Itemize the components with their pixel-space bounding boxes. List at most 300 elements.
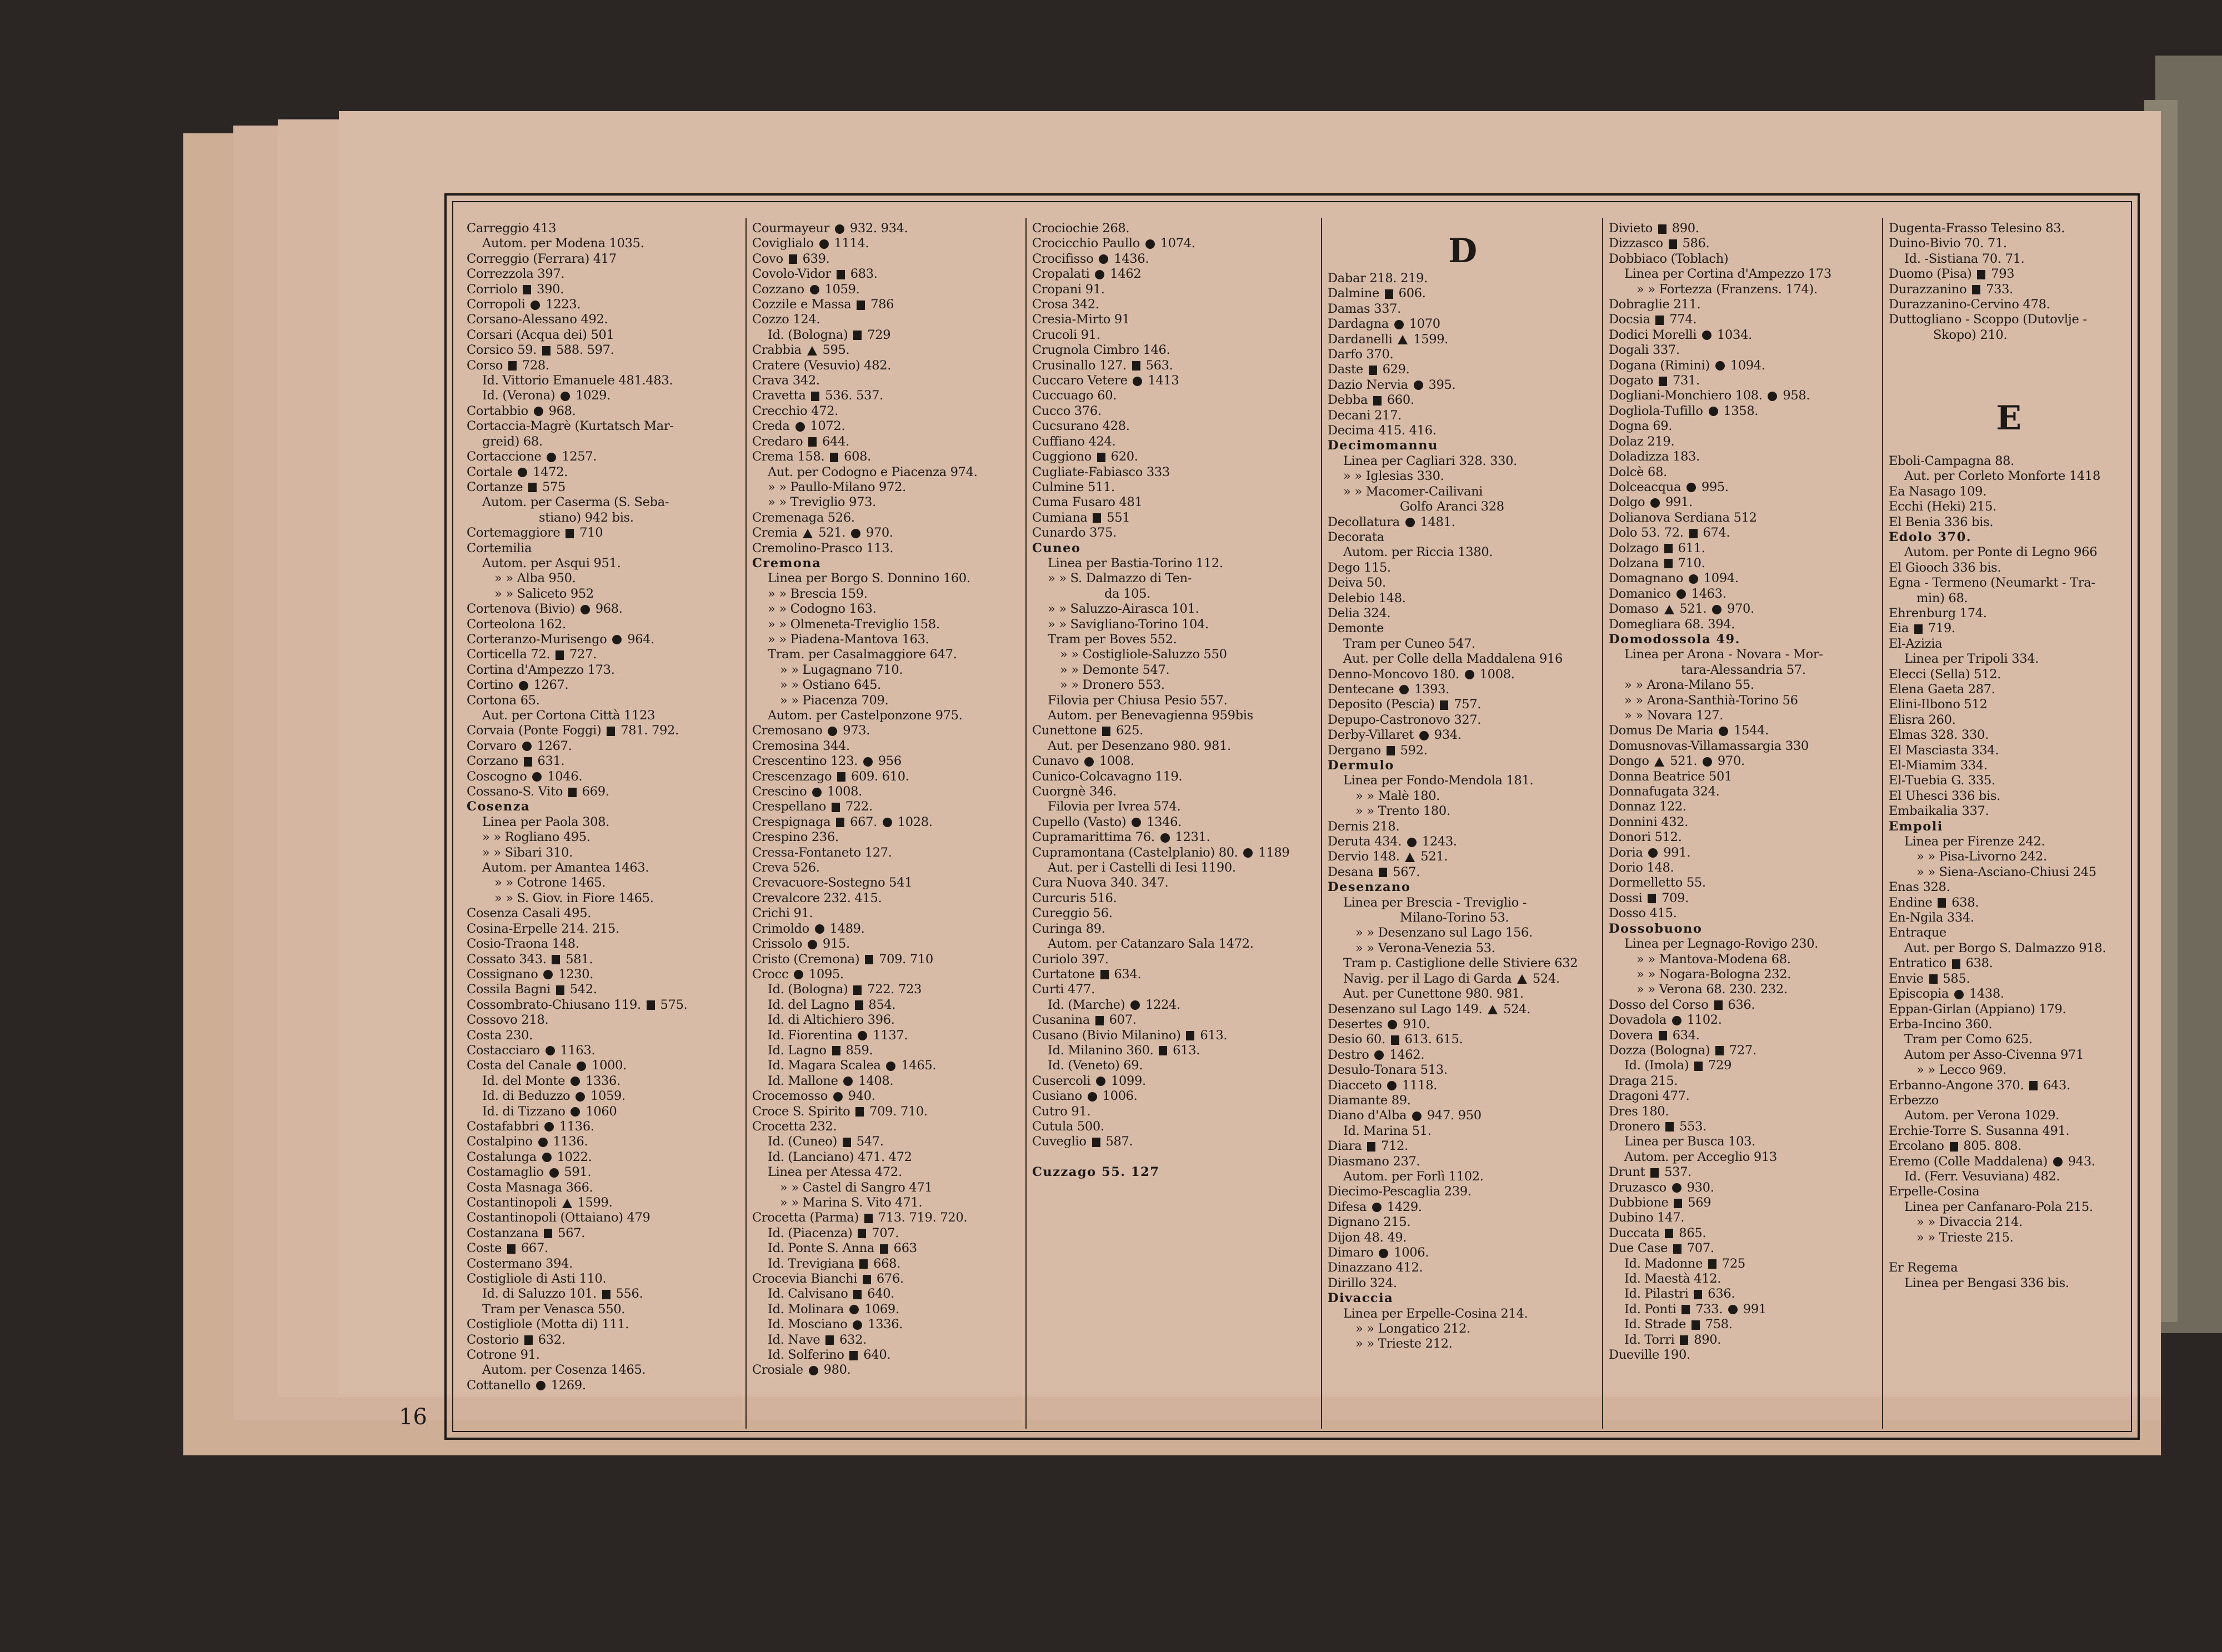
index-entry: Id. Maestà 412.	[1624, 1271, 1721, 1286]
index-entry: Linea per Erpelle-Cosina 214.	[1343, 1306, 1528, 1321]
bus-icon	[1686, 483, 1696, 492]
index-entry: Crocemosso 940.	[752, 1089, 875, 1104]
index-entry: » » Pisa-Livorno 242.	[1916, 849, 2047, 864]
tram-icon	[556, 985, 564, 995]
boat-icon	[562, 1199, 572, 1208]
index-entry: » » Novara 127.	[1624, 708, 1724, 723]
index-entry: Cuggiono 620.	[1032, 449, 1138, 464]
index-entry: Crevalcore 232. 415.	[752, 890, 882, 905]
index-entry: Linea per Brescia - Treviglio -	[1343, 895, 1527, 910]
index-heading: Cuneo	[1032, 540, 1081, 555]
index-entry: Autom. per Cosenza 1465.	[482, 1363, 646, 1378]
index-entry: Cortabbio 968.	[467, 403, 576, 418]
index-entry: Crecchio 472.	[752, 403, 839, 418]
index-entry: Desio 60. 613. 615.	[1328, 1032, 1463, 1047]
bus-icon	[1728, 1305, 1738, 1314]
tram-icon	[1648, 894, 1656, 903]
index-entry: Crava 342.	[752, 373, 820, 388]
index-entry: Cropalati 1462	[1032, 267, 1142, 282]
index-column-3	[1032, 221, 1317, 1426]
index-entry: Correzzola 397.	[467, 267, 565, 282]
index-entry: Destro 1462.	[1328, 1047, 1425, 1062]
tram-icon	[1929, 974, 1938, 984]
index-entry: Corriolo 390.	[467, 282, 564, 297]
index-entry: Corsico 59. 588. 597.	[467, 343, 614, 358]
index-entry: Diasmano 237.	[1328, 1154, 1420, 1169]
index-entry: Id. (Veneto) 69.	[1048, 1058, 1143, 1073]
tram-icon	[1391, 1035, 1399, 1045]
index-entry: Linea per Tripoli 334.	[1904, 652, 2039, 667]
index-entry: » » Divaccia 214.	[1916, 1215, 2023, 1230]
index-entry: Costigliole (Motta di) 111.	[467, 1317, 629, 1332]
index-entry: Filovia per Chiusa Pesio 557.	[1048, 693, 1228, 708]
index-entry: Id. Lagno 859.	[768, 1043, 873, 1058]
blank-line	[1889, 358, 2129, 373]
index-entry: Crescenzago 609. 610.	[752, 769, 909, 784]
tram-icon	[853, 331, 862, 340]
bus-icon	[1160, 833, 1170, 843]
boat-icon	[1398, 335, 1408, 344]
index-entry: Dirillo 324.	[1328, 1275, 1397, 1290]
column-divider	[1602, 218, 1603, 1429]
index-entry: Duino-Bivio 70. 71.	[1889, 236, 2007, 251]
index-entry: Id. di Tizzano 1060	[482, 1104, 617, 1119]
index-entry: Aut. per i Castelli di Iesi 1190.	[1048, 860, 1236, 875]
index-entry: Diecimo-Pescaglia 239.	[1328, 1184, 1472, 1199]
index-entry: Duomo (Pisa) 793	[1889, 267, 2015, 282]
index-entry: Id. Magara Scalea 1465.	[768, 1058, 937, 1073]
tram-icon	[1655, 316, 1664, 325]
bus-icon	[1407, 838, 1417, 847]
index-entry: » » S. Dalmazzo di Ten-	[1048, 571, 1192, 586]
bus-icon	[1648, 848, 1658, 858]
index-entry: Dalmine 606.	[1328, 286, 1426, 301]
index-entry: Id. Torri 890.	[1624, 1332, 1721, 1347]
index-entry: Cortenova (Bivio) 968.	[467, 602, 623, 617]
index-entry: Dubbione 569	[1609, 1195, 1711, 1210]
index-entry: » » Ostiano 645.	[780, 678, 881, 693]
index-entry: Costa del Canale 1000.	[467, 1058, 627, 1073]
tram-icon	[1708, 1259, 1716, 1269]
index-entry: Episcopia 1438.	[1889, 987, 2004, 1002]
index-entry: Elecci (Sella) 512.	[1889, 667, 2001, 682]
bus-icon	[560, 392, 570, 401]
tram-icon	[1938, 898, 1946, 908]
index-entry: » » Castel di Sangro 471	[780, 1180, 933, 1195]
index-entry: » » Arona-Santhià-Torino 56	[1624, 693, 1798, 708]
index-entry: » » Piacenza 709.	[780, 693, 889, 708]
tram-icon	[857, 301, 865, 310]
bus-icon	[849, 1305, 859, 1314]
tram-icon	[1665, 1229, 1673, 1238]
section-letter: D	[1448, 232, 1477, 271]
index-entry: Crocc 1095.	[752, 967, 844, 982]
bus-icon	[1095, 270, 1104, 279]
tram-icon	[542, 346, 551, 356]
blank-line	[1889, 343, 2129, 358]
index-entry: Cusercoli 1099.	[1032, 1073, 1146, 1088]
index-heading: Domodossola 49.	[1609, 632, 1741, 647]
index-entry: Dossi 709.	[1609, 890, 1689, 905]
bus-icon	[1243, 848, 1253, 858]
index-entry: Decorata	[1328, 529, 1384, 544]
tram-icon	[1689, 529, 1698, 538]
tram-icon	[864, 1214, 873, 1223]
tram-icon	[1092, 1138, 1100, 1147]
index-entry: Cortanze 575	[467, 479, 566, 494]
index-entry: Linea per Cortina d'Ampezzo 173	[1624, 267, 1831, 282]
index-entry: Cressa-Fontaneto 127.	[752, 845, 892, 860]
index-entry: Autom. per Ponte di Legno 966	[1904, 545, 2098, 560]
index-entry: Covo 639.	[752, 251, 830, 266]
index-entry: Crosiale 980.	[752, 1363, 851, 1378]
index-entry: Crociochie 268.	[1032, 221, 1130, 236]
index-entry: Dolzana 710.	[1609, 555, 1705, 570]
index-entry: Dolo 53. 72. 674.	[1609, 525, 1730, 540]
index-entry: Dizzasco 586.	[1609, 236, 1710, 251]
index-entry: Autom. per Asqui 951.	[482, 555, 621, 570]
index-entry: Id. di Saluzzo 101. 556.	[482, 1286, 643, 1301]
index-entry: » » Arona-Milano 55.	[1624, 678, 1754, 693]
index-entry: Crosa 342.	[1032, 297, 1099, 312]
bus-icon	[1387, 1081, 1397, 1090]
index-entry: Id. Milanino 360. 613.	[1048, 1043, 1200, 1058]
tram-icon	[789, 254, 797, 264]
tram-icon	[837, 270, 845, 279]
index-entry: Cozzo 124.	[752, 312, 820, 327]
index-entry: Correggio (Ferrara) 417	[467, 251, 617, 266]
index-entry: » » Siena-Asciano-Chiusi 245	[1916, 864, 2096, 879]
index-entry: Er Regema	[1889, 1260, 1958, 1275]
index-entry: Curti 477.	[1032, 982, 1095, 997]
index-entry: Corticella 72. 727.	[467, 647, 597, 662]
index-entry: Id. Trevigiana 668.	[768, 1256, 901, 1271]
index-entry: Ercolano 805. 808.	[1889, 1139, 2022, 1154]
boat-icon	[803, 529, 813, 538]
index-entry: Cossombrato-Chiusano 119. 575.	[467, 997, 688, 1012]
bus-icon	[863, 757, 873, 767]
index-entry: Dego 115.	[1328, 560, 1391, 575]
index-entry: Id. (Marche) 1224.	[1048, 997, 1180, 1012]
index-entry: Cortina d'Ampezzo 173.	[467, 662, 615, 677]
index-entry: Aut. per Desenzano 980. 981.	[1048, 738, 1231, 753]
index-entry: Autom. per Catanzaro Sala 1472.	[1048, 937, 1254, 952]
index-entry: tara-Alessandria 57.	[1681, 662, 1806, 677]
index-entry: Ea Nasago 109.	[1889, 484, 1987, 499]
index-entry: Linea per Borgo S. Donnino 160.	[768, 571, 970, 586]
bus-icon	[570, 1107, 580, 1117]
index-entry: Crespellano 722.	[752, 799, 873, 814]
index-entry: Creda 1072.	[752, 419, 845, 434]
bus-icon	[835, 224, 844, 234]
tram-icon	[523, 285, 531, 294]
tram-icon	[1972, 285, 1980, 294]
index-entry: Domanico 1463.	[1609, 586, 1726, 601]
index-entry: Elena Gaeta 287.	[1889, 682, 1995, 697]
index-entry: Dronero 553.	[1609, 1119, 1707, 1134]
bus-icon	[1088, 1092, 1097, 1102]
index-heading: Edolo 370.	[1889, 529, 1972, 544]
bus-icon	[518, 468, 527, 477]
index-column-4	[1328, 221, 1598, 1426]
index-entry: Id. di Altichiero 396.	[768, 1013, 895, 1028]
index-entry: Id. Mallone 1408.	[768, 1073, 894, 1088]
index-entry: Daste 629.	[1328, 362, 1410, 377]
index-entry: » » Lecco 969.	[1916, 1063, 2006, 1078]
bus-icon	[1672, 1183, 1681, 1193]
index-entry: Cortale 1472.	[467, 464, 568, 479]
index-entry: » » Costigliole-Saluzzo 550	[1060, 647, 1227, 662]
index-entry: Donnaz 122.	[1609, 799, 1686, 814]
tram-icon	[1914, 624, 1923, 634]
tram-icon	[508, 361, 517, 371]
index-entry: Cuorgnè 346.	[1032, 784, 1117, 799]
index-entry: Durazzanino-Cervino 478.	[1889, 297, 2050, 312]
index-entry: Crugnola Cimbro 146.	[1032, 343, 1170, 358]
index-entry: Desana 567.	[1328, 864, 1420, 879]
index-entry: Dabar 218. 219.	[1328, 271, 1428, 286]
index-entry: Id. (Bologna) 729	[768, 327, 891, 342]
index-entry: Enas 328.	[1889, 880, 1950, 895]
index-entry: Coscogno 1046.	[467, 769, 583, 784]
index-heading: Divaccia	[1328, 1291, 1394, 1306]
index-entry: Dardagna 1070	[1328, 317, 1440, 332]
tram-icon	[855, 1000, 863, 1010]
index-entry: Corsari (Acqua dei) 501	[467, 327, 614, 342]
index-entry: Culmine 511.	[1032, 479, 1115, 494]
index-entry: Ecchi (Heki) 215.	[1889, 499, 1996, 514]
index-entry: Dugenta-Frasso Telesino 83.	[1889, 221, 2065, 236]
index-entry: Autom. per Forlì 1102.	[1343, 1169, 1484, 1184]
index-entry: Dolgo 991.	[1609, 495, 1693, 510]
bus-icon	[1712, 605, 1721, 614]
blank-line	[1889, 373, 2129, 388]
index-entry: Cortino 1267.	[467, 678, 569, 693]
index-entry: Cura Nuova 340. 347.	[1032, 875, 1169, 890]
index-entry: Crocetta 232.	[752, 1119, 837, 1134]
bus-icon	[1394, 320, 1404, 329]
index-entry: Linea per Bengasi 336 bis.	[1904, 1275, 2069, 1290]
index-entry: Cuveglio 587.	[1032, 1134, 1133, 1149]
index-entry: Crucoli 91.	[1032, 327, 1100, 342]
index-entry: » » Piadena-Mantova 163.	[768, 632, 929, 647]
index-entry: Id. del Monte 1336.	[482, 1073, 620, 1088]
index-entry: Cremosano 973.	[752, 723, 870, 738]
index-entry: Duccata 865.	[1609, 1225, 1706, 1240]
index-entry: Autom. per Benevagienna 959bis	[1048, 708, 1253, 723]
index-entry: Due Case 707.	[1609, 1241, 1714, 1256]
bus-icon	[580, 605, 590, 614]
tram-icon	[1650, 1168, 1659, 1178]
bus-icon	[1650, 498, 1660, 508]
bus-icon	[794, 970, 803, 979]
index-entry: » » Saluzzo-Airasca 101.	[1048, 602, 1199, 617]
index-entry: Egna - Termeno (Neumarkt - Tra-	[1889, 575, 2095, 590]
tram-icon	[863, 1275, 871, 1284]
index-entry: Autom. per Castelponzone 975.	[768, 708, 963, 723]
index-entry: Id. di Beduzzo 1059.	[482, 1089, 625, 1104]
bus-icon	[543, 970, 553, 979]
bus-icon	[833, 1092, 843, 1102]
index-heading: Empoli	[1889, 819, 1943, 834]
index-entry: Credaro 644.	[752, 434, 849, 449]
tram-icon	[849, 1351, 858, 1360]
tram-icon	[1694, 1290, 1702, 1299]
index-entry: Dogliola-Tufillo 1358.	[1609, 403, 1759, 418]
index-entry: » » Brescia 159.	[768, 586, 868, 601]
tram-icon	[1681, 1305, 1690, 1314]
index-entry: Dormelletto 55.	[1609, 875, 1706, 890]
tram-icon	[853, 1290, 862, 1299]
index-entry: Endine 638.	[1889, 895, 1979, 910]
column-divider	[745, 218, 747, 1429]
index-entry: Dogato 731.	[1609, 373, 1700, 388]
index-entry: Curtatone 634.	[1032, 967, 1142, 982]
index-entry: Id. Fiorentina 1137.	[768, 1028, 908, 1043]
index-entry: Derby-Villaret 934.	[1328, 728, 1462, 743]
index-entry: Erchie-Torre S. Susanna 491.	[1889, 1123, 2070, 1138]
index-entry: Cunardo 375.	[1032, 525, 1117, 540]
index-entry: Linea per Paola 308.	[482, 814, 610, 829]
index-entry: Cutro 91.	[1032, 1104, 1091, 1119]
index-entry: Crabbia 595.	[752, 343, 850, 358]
tram-icon	[880, 1244, 888, 1254]
index-entry: Donori 512.	[1609, 830, 1682, 845]
index-entry: Aut. per Borgo S. Dalmazzo 918.	[1904, 940, 2106, 955]
index-entry: Costantinopoli (Ottaiano) 479	[467, 1210, 650, 1225]
bus-icon	[549, 1168, 559, 1178]
index-entry: » » Sibari 310.	[482, 845, 573, 860]
tram-icon	[524, 757, 532, 767]
index-entry: Cossano-S. Vito 669.	[467, 784, 609, 799]
index-entry: Cugliate-Fabiasco 333	[1032, 464, 1170, 479]
index-entry: Tram p. Castiglione delle Stiviere 632	[1343, 956, 1578, 971]
tram-icon	[1100, 970, 1109, 979]
index-entry: Carreggio 413	[467, 221, 557, 236]
index-entry: » » Savigliano-Torino 104.	[1048, 617, 1209, 632]
index-entry: Domaso 521. 970.	[1609, 602, 1754, 617]
index-heading: Dermulo	[1328, 758, 1394, 773]
index-entry: Dignano 215.	[1328, 1215, 1411, 1230]
tram-icon	[1093, 513, 1101, 523]
bus-icon	[812, 788, 822, 797]
index-entry: min) 68.	[1916, 590, 1968, 605]
index-entry: Croce S. Spirito 709. 710.	[752, 1104, 928, 1119]
boat-icon	[807, 346, 817, 356]
index-entry: Costamaglio 591.	[467, 1165, 592, 1180]
index-entry: Crusinallo 127. 563.	[1032, 358, 1173, 373]
index-entry: Navig. per il Lago di Garda 524.	[1343, 971, 1560, 986]
index-entry: Costermano 394.	[467, 1256, 573, 1271]
index-entry: Dimaro 1006.	[1328, 1245, 1429, 1260]
index-entry: Decani 217.	[1328, 408, 1402, 423]
bus-icon	[795, 422, 805, 432]
index-entry: Curinga 89.	[1032, 921, 1105, 936]
index-entry: » » Codogno 163.	[768, 602, 877, 617]
index-entry: Crocifisso 1436.	[1032, 251, 1149, 266]
index-entry: » » S. Giov. in Fiore 1465.	[494, 890, 654, 905]
index-entry: Entratico 638.	[1889, 956, 1993, 971]
index-entry: Cupello (Vasto) 1346.	[1032, 814, 1182, 829]
bus-icon	[828, 727, 837, 736]
index-entry: Cupramontana (Castelplanio) 80. 1189	[1032, 845, 1290, 860]
index-entry: Desenzano sul Lago 149. 524.	[1328, 1002, 1530, 1017]
index-entry: Autom. per Amantea 1463.	[482, 860, 649, 875]
index-entry: Cristo (Cremona) 709. 710	[752, 952, 933, 967]
tram-icon	[1373, 396, 1382, 406]
index-entry: Linea per Bastia-Torino 112.	[1048, 555, 1223, 570]
index-entry: Costafabbri 1136.	[467, 1119, 594, 1134]
bus-icon	[538, 1138, 548, 1147]
index-entry: Cunico-Colcavagno 119.	[1032, 769, 1183, 784]
index-entry: Tram per Boves 552.	[1048, 632, 1177, 647]
bus-icon	[534, 407, 543, 416]
index-entry: Corvaia (Ponte Foggi) 781. 792.	[467, 723, 679, 738]
index-entry: Diamante 89.	[1328, 1093, 1411, 1108]
tram-icon	[855, 1107, 864, 1117]
index-entry: Dentecane 1393.	[1328, 682, 1450, 697]
index-heading: Cosenza	[467, 799, 531, 814]
index-entry: Id. Mosciano 1336.	[768, 1317, 903, 1332]
column-divider	[1321, 218, 1322, 1429]
bus-icon	[853, 1320, 862, 1330]
index-entry: Id. Nave 632.	[768, 1332, 867, 1347]
bus-icon	[886, 1062, 895, 1071]
index-entry: » » Saliceto 952	[494, 586, 594, 601]
tram-icon	[1659, 1031, 1667, 1040]
bus-icon	[1388, 1020, 1397, 1029]
index-entry: Id. (Bologna) 722. 723	[768, 982, 922, 997]
index-entry: Aut. per Cunettone 980. 981.	[1343, 987, 1524, 1002]
index-entry: » » Olmeneta-Treviglio 158.	[768, 617, 940, 632]
index-entry: Id. Vittorio Emanuele 481.483.	[482, 373, 673, 388]
index-entry: Crescentino 123. 956	[752, 754, 902, 769]
index-entry: Denno-Moncovo 180. 1008.	[1328, 667, 1515, 682]
tram-icon	[552, 955, 560, 964]
index-entry: Dinazzano 412.	[1328, 1260, 1423, 1275]
index-entry: Crocetta (Parma) 713. 719. 720.	[752, 1210, 968, 1225]
tram-icon	[1694, 1062, 1703, 1071]
bus-icon	[851, 529, 860, 538]
tram-icon	[1102, 727, 1110, 736]
index-entry: Cosenza Casali 495.	[467, 906, 592, 921]
index-entry: stiano) 942 bis.	[539, 510, 634, 525]
tram-icon	[836, 818, 844, 827]
index-entry: Autom. per Verona 1029.	[1904, 1108, 2059, 1123]
index-entry: Divieto 890.	[1609, 221, 1699, 236]
index-entry: Courmayeur 932. 934.	[752, 221, 908, 236]
index-entry: Dogliani-Monchiero 108. 958.	[1609, 388, 1810, 403]
index-entry: Costalunga 1022.	[467, 1149, 592, 1164]
tram-icon	[853, 985, 862, 995]
index-entry: Draga 215.	[1609, 1073, 1678, 1088]
tram-icon	[1367, 1142, 1375, 1152]
tram-icon	[811, 392, 819, 401]
index-entry: » » Treviglio 973.	[768, 495, 877, 510]
index-entry: El Benia 336 bis.	[1889, 514, 1994, 529]
tram-icon	[837, 772, 845, 782]
index-entry: Cusano (Bivio Milanino) 613.	[1032, 1028, 1228, 1043]
index-entry: Crespino 236.	[752, 830, 839, 845]
tram-icon	[1369, 366, 1377, 375]
tram-icon	[1159, 1046, 1167, 1055]
index-entry: Dogna 69.	[1609, 419, 1673, 434]
index-entry: Aut. per Codogno e Piacenza 974.	[768, 464, 978, 479]
tram-icon	[1665, 1122, 1674, 1132]
index-entry: El-Miamim 334.	[1889, 758, 1988, 773]
index-entry: » » Paullo-Milano 972.	[768, 479, 906, 494]
bus-icon	[577, 1062, 586, 1071]
